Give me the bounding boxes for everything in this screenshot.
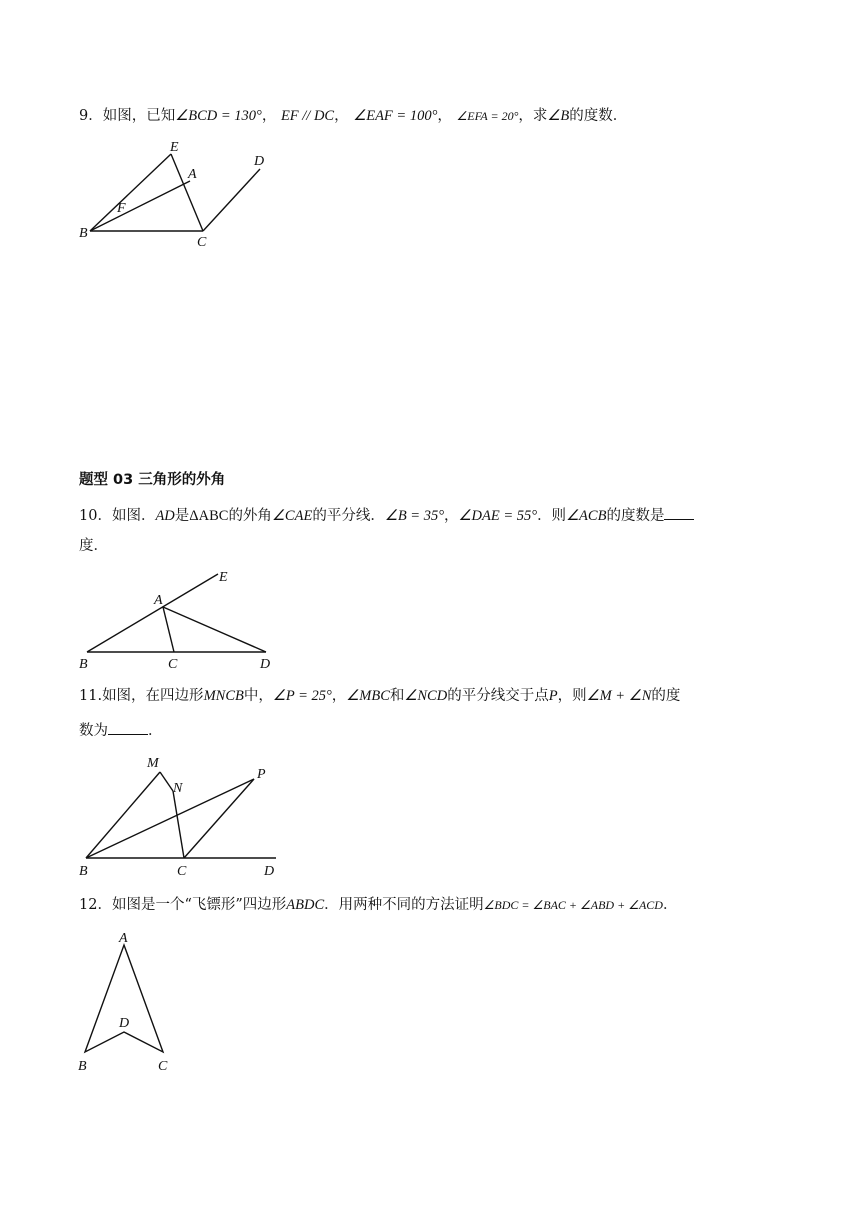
label-M: M [147, 756, 159, 771]
label-B: B [78, 1059, 87, 1074]
label-P: P [257, 767, 266, 782]
label-A: A [119, 931, 128, 946]
label-B: B [79, 864, 88, 879]
label-C: C [177, 864, 187, 879]
label-D: D [260, 657, 271, 672]
question-11-text: 11.如图，在四边形MNCB中，∠P = 25°，∠MBC和∠NCD的平分线交于点P，则∠M + ∠N的度 [79, 688, 681, 704]
label-E: E [219, 570, 228, 585]
label-B: B [79, 657, 88, 672]
question-number: 10． [79, 508, 112, 524]
section-heading: 题型 03 三角形的外角 [79, 472, 226, 488]
label-A: A [154, 593, 163, 608]
question-number: 9． [79, 108, 103, 124]
label-N: N [173, 781, 183, 796]
question-9-text: 9．如图，已知∠BCD = 130°， EF // DC， ∠EAF = 100°， ∠EFA = 20°，求∠B的度数． [79, 108, 628, 124]
label-B: B [79, 226, 88, 241]
label-D: D [119, 1016, 130, 1031]
dart-quadrilateral [85, 945, 163, 1052]
label-E: E [170, 140, 179, 155]
label-C: C [158, 1059, 168, 1074]
question-12-text: 12．如图是一个“飞镖形”四边形ABDC．用两种不同的方法证明∠BDC = ∠BAC + ∠ABD + ∠ACD． [79, 897, 678, 913]
label-A: A [188, 167, 197, 182]
label-D: D [264, 864, 275, 879]
question-10-text: 10．如图．AD是ΔABC的外角∠CAE的平分线．∠B = 35°，∠DAE = 55°．则∠ACB的度数是 [79, 505, 694, 526]
question-number: 11. [79, 688, 103, 704]
label-F: F [117, 201, 126, 216]
label-C: C [168, 657, 178, 672]
label-C: C [197, 235, 207, 250]
question-11-text-line2: 数为 ． [79, 720, 163, 741]
question-number: 12． [79, 897, 112, 913]
question-10-text-line2: 度． [79, 538, 108, 554]
label-D: D [254, 154, 265, 169]
